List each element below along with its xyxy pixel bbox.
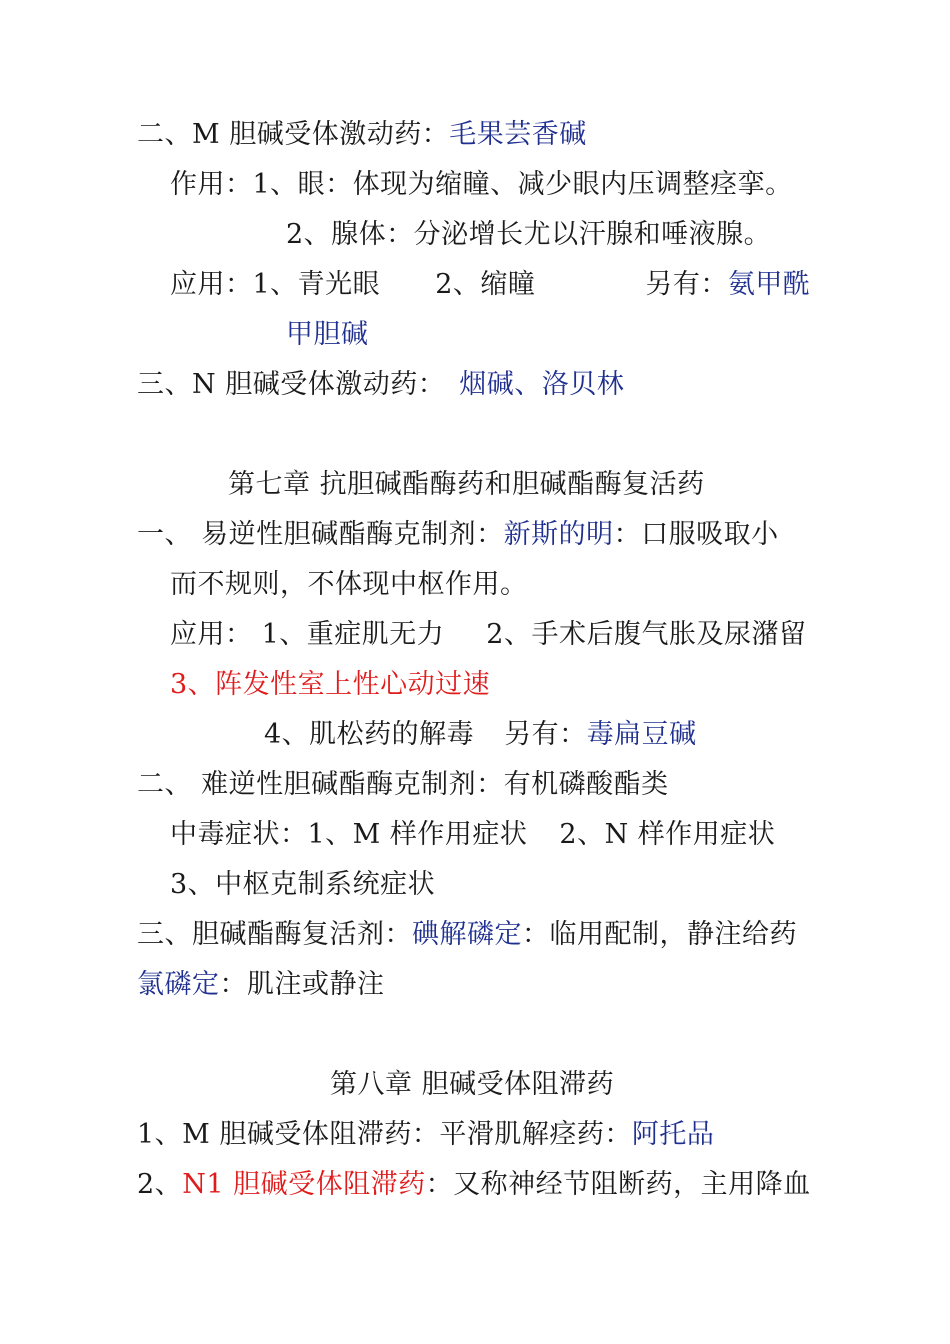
body-text: ：肌注或静注 [219,969,385,1000]
body-text: ：临用配制，静注给药 [522,919,797,950]
section-reversible-inhibitor [137,518,779,552]
body-text: 1、M 胆碱受体阻滞药：平滑肌解痉药： [137,1119,632,1150]
body-text: 另有： [645,269,728,300]
item-m-blocker [137,1118,714,1152]
body-text: 2、缩瞳 [435,269,536,300]
body-text: 2、手术后腹气胀及尿潴留 [486,619,807,650]
highlighted-application-line [170,668,490,702]
body-text: 2、N 样作用症状 [559,819,776,850]
body-text: 应用：1、青光眼 [170,269,381,300]
effect-eye-line [170,168,793,202]
drug-name: 甲胆碱 [286,319,369,350]
heading-text: 一、 易逆性胆碱酯酶克制剂： [137,519,504,550]
effect-gland-line [286,218,771,252]
heading-text: 二、M 胆碱受体激动药： [137,119,450,150]
section-m-agonist [137,118,587,152]
drug-name: 毒扁豆碱 [586,719,697,750]
body-text: 4、肌松药的解毒 [264,719,475,750]
heading-text: 三、胆碱酯酶复活剂： [137,919,412,950]
symptom-line [170,868,435,902]
heading-text: 三、N 胆碱受体激动药： [137,369,446,400]
emphasis-text: N1 胆碱受体阻滞药 [182,1169,426,1200]
chapter-title-text: 第八章 胆碱受体阻滞药 [330,1069,615,1100]
section-n-agonist [137,368,624,402]
body-text: 3、中枢克制系统症状 [170,869,436,900]
drug-name: 烟碱、洛贝林 [459,369,625,400]
heading-text: 二、 难逆性胆碱酯酶克制剂：有机磷酸酯类 [137,769,669,800]
emphasis-text: 3、阵发性室上性心动过速 [170,669,491,700]
body-line [170,568,528,602]
application-line [170,618,806,652]
body-text: ：又称神经节阻断药，主用降血 [425,1169,811,1200]
drug-name: 氨甲酰 [727,269,811,300]
drug-usage-line [137,968,385,1002]
drug-name: 氯磷定 [137,969,220,1000]
chapter-7-title [228,468,705,502]
chapter-title-text: 第七章 抗胆碱酯酶药和胆碱酯酶复活药 [228,469,705,500]
drug-name: 毛果芸香碱 [449,119,587,150]
application-line [264,718,697,752]
drug-name: 阿托品 [631,1119,715,1150]
symptom-line [170,818,775,852]
body-text: ：口服吸取小 [613,519,779,550]
section-reactivator [137,918,797,952]
body-text: 2、腺体：分泌增长尤以汗腺和唾液腺。 [286,219,772,250]
drug-name: 碘解磷定 [412,919,522,950]
body-text: 2、 [137,1169,183,1200]
body-text: 另有： [504,719,587,750]
body-text: 中毒症状：1、M 样作用症状 [170,819,528,850]
body-text: 而不规则，不体现中枢作用。 [170,569,528,600]
section-irreversible-inhibitor [137,768,669,802]
chapter-8-title [330,1068,614,1102]
item-n1-blocker [137,1168,811,1202]
drug-name: 新斯的明 [503,519,614,550]
body-text: 应用： 1、重症肌无力 [170,619,445,650]
application-line [170,268,810,302]
drug-continuation-line [286,318,369,352]
body-text: 作用：1、眼：体现为缩瞳、减少眼内压调整痉挛。 [170,169,793,200]
